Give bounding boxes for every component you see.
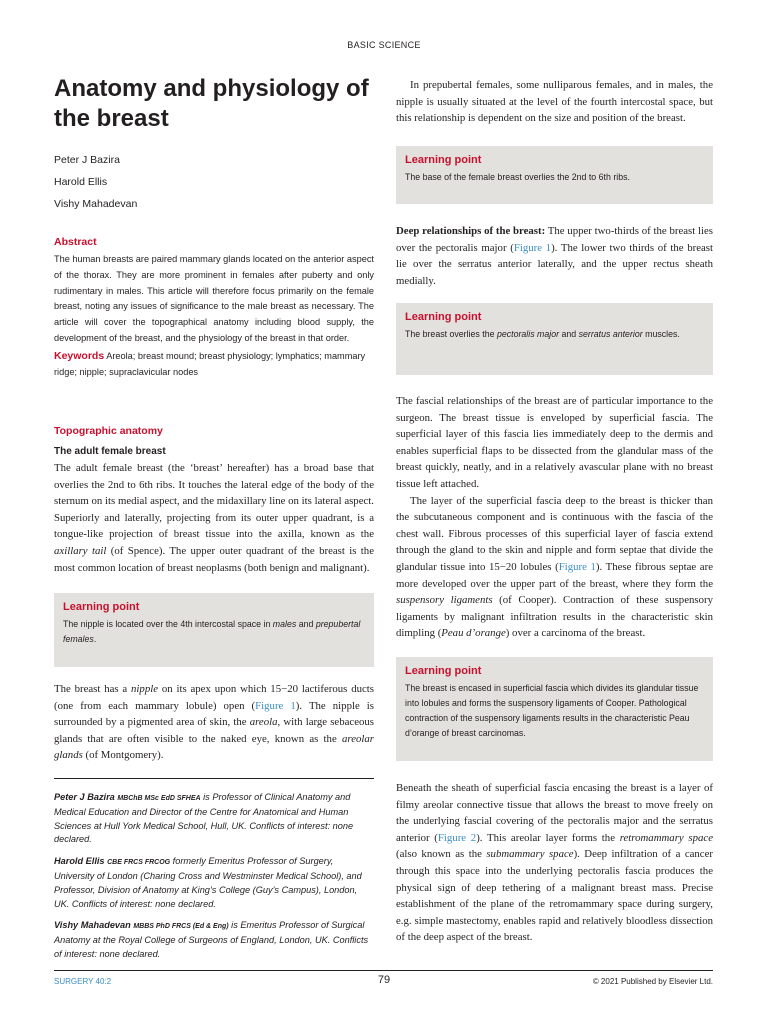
author-list <box>54 152 137 218</box>
abstract <box>54 236 374 380</box>
author-name: Harold Ellis <box>54 176 108 188</box>
affiliation-entry: Vishy Mahadevan MBBS PhD FRCS (Ed & Eng) is Emeritus Professor of Surgical Anatomy at the Royal College of Surgeons of England, London, UK. Conflicts of interest: none declared. <box>54 920 369 959</box>
keywords <box>54 349 374 381</box>
abstract-heading: Abstract <box>54 236 97 248</box>
body-paragraph: In prepubertal females, some nulliparous females, and in males, the nipple is usually situated at the level of the fourth intercostal space, but this relationship is dependent on the size and position of the breast. <box>396 79 713 125</box>
author-name: Peter J Bazira <box>54 154 120 166</box>
body-paragraph: The adult female breast (the ‘breast’ hereafter) has a broad base that overlies the 2nd to 6th ribs. It touches the lateral edge of the body of the sternum on its medial aspect, and the midaxillary line on its lateral aspect. Superiorly and laterally, projecting from its outer upper quadrant, is a tongue-like projection of breast tissue into the axilla, known as the axillary tail (of Spence). The upper outer quadrant of the breast is the most common location of breast neoplasms (both benign and malignant). <box>54 462 374 574</box>
learning-point-text: The breast overlies the pectoralis major and serratus anterior muscles. <box>405 329 680 339</box>
subsection-heading: The adult female breast <box>54 446 166 457</box>
learning-point-title: Learning point <box>405 665 482 677</box>
body-paragraph: Beneath the sheath of superficial fascia encasing the breast is a layer of filmy areolar connective tissue that allows the breast to move freely on the underlying fascial covering of the pectoralis major and the serratus anterior (Figure 2). This areolar layer forms the retromammary space (also known as the submammary space). Deep infiltration of a cancer through this space into the underlying pectoralis fascia produces the physical sign of deep tethering of a malignant breast mass. Precise establishment of the plane of the retromammary space during surgery, e.g. simple mastectomy, enables rapid and relatively bloodless dissection of the deep aspect of the breast. <box>396 782 713 944</box>
learning-point-title: Learning point <box>63 601 140 613</box>
learning-point-box <box>396 657 713 761</box>
body-paragraph: The breast has a nipple on its apex upon which 15−20 lactiferous ducts (one from each mammary lobule) open (Figure 1). The nipple is surrounded by a pigmented area of skin, the areola, with large sebaceous glands that are often visible to the naked eye, known as the areolar glands (of Montgomery). <box>54 683 374 762</box>
abstract-text: The human breasts are paired mammary glands located on the anterior aspect of the thorax. They are more prominent in females after puberty and only rudimentary in males. This article will therefore focus primarily on the female breast, noting any issues of significance to the male breast as necessary. The article will cover the topographical anatomy including blood supply, the development of the breast, and the physiology of the breast in that order. <box>54 254 374 343</box>
learning-point-title: Learning point <box>405 154 482 166</box>
figure-link[interactable]: Figure 1 <box>558 560 596 573</box>
learning-point-box <box>396 303 713 375</box>
keywords-label: Keywords <box>54 349 105 362</box>
learning-point-text: The nipple is located over the 4th intercostal space in males and prepubertal females. <box>63 619 361 644</box>
author-name: Vishy Mahadevan <box>54 198 138 210</box>
author-affiliations <box>54 791 374 970</box>
divider <box>54 778 374 779</box>
copyright-notice: © 2021 Published by Elsevier Ltd. <box>592 977 713 986</box>
page-number: 79 <box>377 974 391 986</box>
figure-link[interactable]: Figure 1 <box>513 241 552 254</box>
learning-point-box <box>396 146 713 204</box>
figure-link[interactable]: Figure 1 <box>255 699 296 712</box>
running-header: BASIC SCIENCE <box>347 40 421 50</box>
body-paragraph: Deep relationships of the breast: The upper two-thirds of the breast lies over the pectoralis major (Figure 1). The lower two thirds of the breast lie over the serratus anterior laterally, and the upper rectus sheath medially. <box>396 225 713 287</box>
affiliation-entry: Harold Ellis CBE FRCS FRCOG formerly Emeritus Professor of Surgery, University of London (Charing Cross and Westminster Medical School), and Professor, Division of Anatomy at King’s College (Guy’s Campus), London, UK. Conflicts of interest: none declared. <box>54 856 362 909</box>
section-heading: Topographic anatomy <box>54 425 163 437</box>
figure-link[interactable]: Figure 2 <box>437 831 477 844</box>
journal-citation[interactable]: SURGERY 40:2 <box>54 977 112 986</box>
learning-point-text: The breast is encased in superficial fascia which divides its glandular tissue into lobules and forms the suspensory ligaments of Cooper. Pathological contraction of the suspensory ligaments results in the characteristic Peau d’orange of breast carcinomas. <box>405 683 699 738</box>
affiliation-entry: Peter J Bazira MBChB MSc EdD SFHEA is Professor of Clinical Anatomy and Medical Education and Director of the Centre for Anatomical and Human Sciences at Hull York Medical School, Hull, UK. Conflicts of interest: none declared. <box>54 792 354 845</box>
body-paragraph: The fascial relationships of the breast are of particular importance to the surgeon. The breast tissue is enveloped by superficial fascia. The superficial layer of this fascia lies immediately deep to the dermis and enables superficial flaps to be dissected from the glandular mass of the breast quickly, neatly, and in a relatively avascular plane with no breast tissue left attached. The layer of the superficial fascia deep to the breast is thicker than the subcutaneous component and is continuous with the fascia of the chest wall. Fibrous processes of this superficial layer of fascia extend through the gland to the skin and nipple and form septae that divide the glandular tissue into 15−20 lobules (Figure 1). These fibrous septae are more developed over the upper part of the breast, where they form the suspensory ligaments (of Cooper). Contraction of these suspensory ligaments by malignant infiltration results in the characteristic skin dimpling (Peau d’orange) over a carcinoma of the breast. <box>396 395 713 640</box>
keywords-text: Areola; breast mound; breast physiology; lymphatics; mammary ridge; nipple; supraclavicular nodes <box>54 350 366 377</box>
learning-point-box <box>54 593 374 667</box>
article-title: Anatomy and physiology of the breast <box>54 75 369 132</box>
footer-divider <box>54 970 713 971</box>
learning-point-text: The base of the female breast overlies the 2nd to 6th ribs. <box>405 172 630 182</box>
learning-point-title: Learning point <box>405 311 482 323</box>
